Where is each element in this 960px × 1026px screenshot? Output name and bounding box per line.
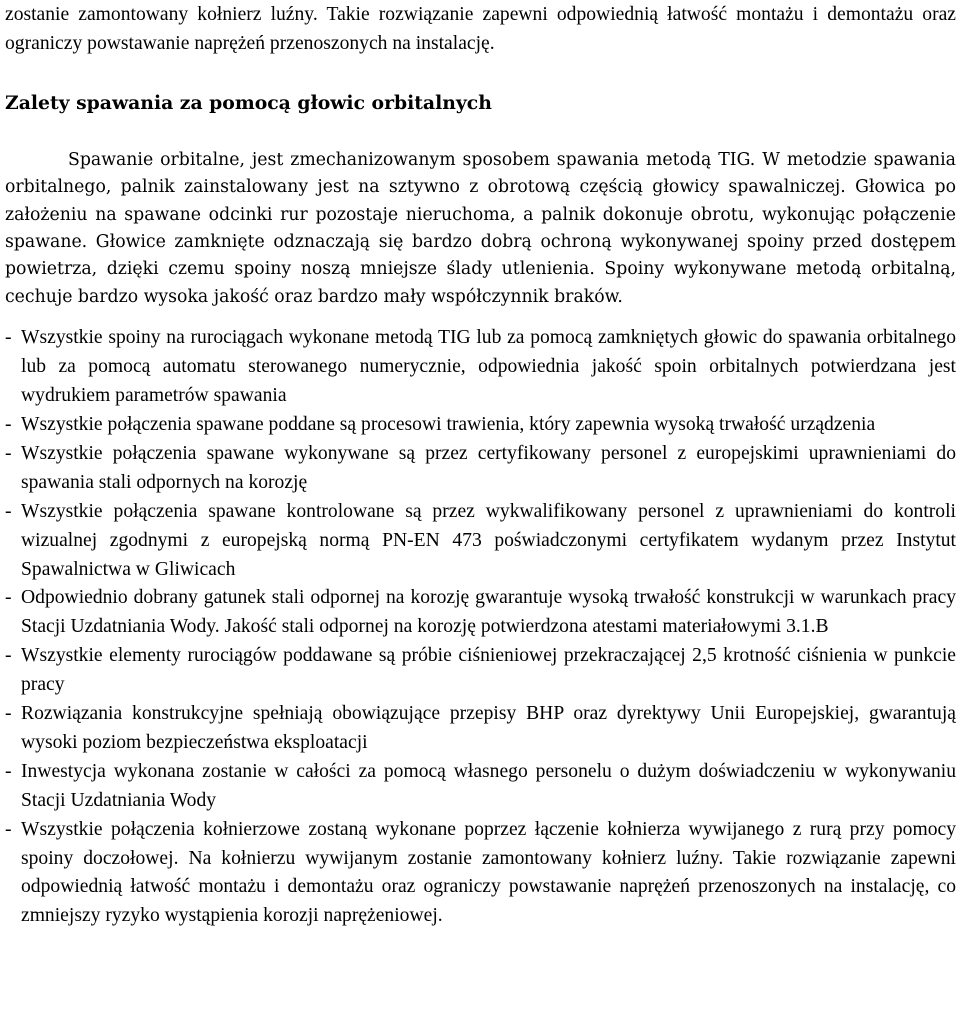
bullet-dash: - xyxy=(5,327,12,349)
bullet-item xyxy=(5,411,956,440)
bullet-dash: - xyxy=(5,413,12,435)
bullet-text: Odpowiednio dobrany gatunek stali odpornej na korozję gwarantuje wysoką trwałość konstrukcji w warunkach pracy Stacji Uzdatniania Wody. Jakość stali odpornej na korozję potwierdzona atestami materiałowymi 3.1.B xyxy=(21,587,956,638)
document-page xyxy=(5,0,956,931)
bullet-dash: - xyxy=(5,587,12,609)
bullet-text: Wszystkie spoiny na rurociągach wykonane metodą TIG lub za pomocą zamkniętych głowic do spawania orbitalnego lub za pomocą automatu sterowanego numerycznie, odpowiednia jakość spoin orbitalnych potwierdzana jest wydrukiem parametrów spawania xyxy=(21,327,956,407)
bullet-text: Inwestycja wykonana zostanie w całości za pomocą własnego personelu o dużym doświadczeniu w wykonywaniu Stacji Uzdatniania Wody xyxy=(21,760,956,811)
bullet-dash: - xyxy=(5,703,12,725)
bullet-item xyxy=(5,816,956,932)
bullet-item xyxy=(5,700,956,758)
bullet-item xyxy=(5,324,956,411)
bullet-dash: - xyxy=(5,818,12,840)
bullet-text: Wszystkie połączenia spawane poddane są procesowi trawienia, który zapewnia wysoką trwałość urządzenia xyxy=(21,413,876,435)
bullet-item xyxy=(5,584,956,642)
intro-paragraph: zostanie zamontowany kołnierz luźny. Takie rozwiązanie zapewni odpowiednią łatwość montażu i demontażu oraz ograniczy powstawanie naprężeń przenoszonych na instalację. xyxy=(5,4,956,54)
bullet-text: Wszystkie połączenia kołnierzowe zostaną wykonane poprzez łączenie kołnierza wywijanego z rurą przy pomocy spoiny doczołowej. Na kołnierzu wywijanym zostanie zamontowany kołnierz luźny. Takie rozwiązanie zapewni odpowiednią łatwość montażu i demontażu oraz ograniczy powstawanie naprężeń przenoszonych na instalację, co zmniejszy ryzyko wystąpienia korozji naprężeniowej. xyxy=(21,818,956,927)
bullet-item xyxy=(5,440,956,498)
body-paragraph: Spawanie orbitalne, jest zmechanizowanym sposobem spawania metodą TIG. W metodzie spawania orbitalnego, palnik zainstalowany jest na sztywno z obrotową częścią głowicy spawalniczej. Głowica po założeniu na spawane odcinki rur pozostaje nieruchoma, a palnik dokonuje obrotu, wykonując połączenie spawane. Głowice zamknięte odznaczają się bardzo dobrą ochroną wykonywanej spoiny przed dostępem powietrza, dzięki czemu spoiny noszą mniejsze ślady utlenienia. Spoiny wykonywane metodą orbitalną, cechuje bardzo wysoka jakość oraz bardzo mały współczynnik braków. xyxy=(5,149,956,307)
bullet-text: Rozwiązania konstrukcyjne spełniają obowiązujące przepisy BHP oraz dyrektywy Unii Europejskiej, gwarantują wysoki poziom bezpieczeństwa eksploatacji xyxy=(21,703,956,753)
bullet-dash: - xyxy=(5,442,12,464)
bullet-dash: - xyxy=(5,645,12,667)
bullet-item xyxy=(5,498,956,585)
bullet-list xyxy=(5,324,956,931)
bullet-dash: - xyxy=(5,760,12,782)
bullet-dash: - xyxy=(5,500,12,522)
bullet-text: Wszystkie połączenia spawane kontrolowane są przez wykwalifikowany personel z uprawnieniami do kontroli wizualnej zgodnymi z europejską normą PN-EN 473 poświadczonymi certyfikatem wydanym przez Instytut Spawalnictwa w Gliwicach xyxy=(21,500,956,580)
bullet-text: Wszystkie elementy rurociągów poddawane są próbie ciśnieniowej przekraczającej 2,5 krotność ciśnienia w punkcie pracy xyxy=(21,645,956,696)
section-heading: Zalety spawania za pomocą głowic orbitalnych xyxy=(5,91,492,114)
bullet-item xyxy=(5,642,956,700)
bullet-text: Wszystkie połączenia spawane wykonywane są przez certyfikowany personel z europejskimi uprawnieniami do spawania stali odpornych na korozję xyxy=(21,442,956,493)
bullet-item xyxy=(5,758,956,816)
